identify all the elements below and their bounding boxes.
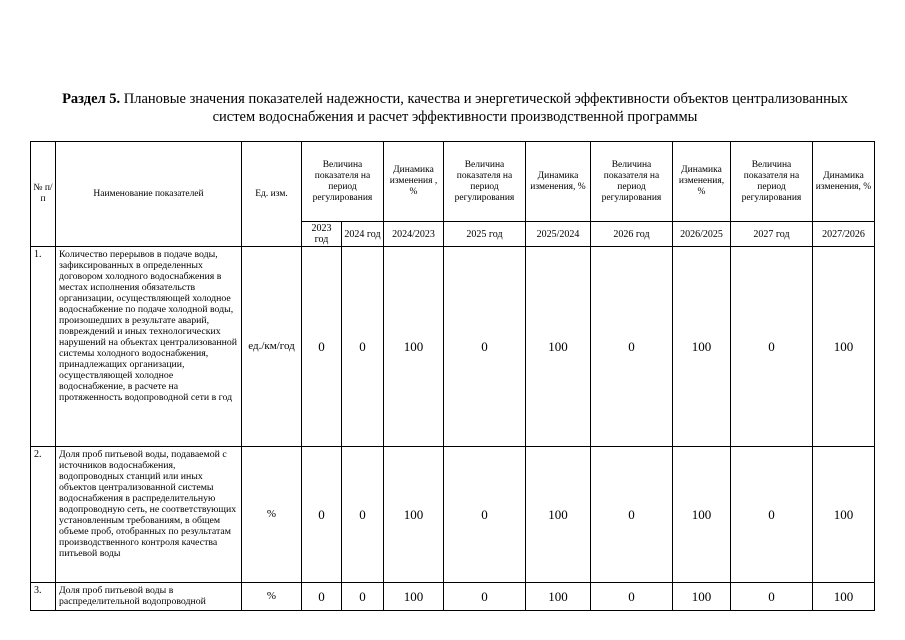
- row-unit: %: [242, 583, 302, 611]
- row-value-2023: 0: [302, 583, 342, 611]
- table-row: [31, 247, 875, 447]
- row-dynamics-2026: 100: [673, 247, 731, 447]
- row-dynamics-2024: 100: [384, 247, 444, 447]
- header-num: № п/п: [31, 142, 56, 247]
- row-dynamics-2025: 100: [526, 447, 591, 583]
- row-num: 1.: [31, 247, 56, 447]
- row-num: 3.: [31, 583, 56, 611]
- row-unit: ед./км/год: [242, 247, 302, 447]
- header-name: Наименование показателей: [56, 142, 242, 247]
- row-dynamics-2027: 100: [813, 247, 875, 447]
- row-dynamics-2026: 100: [673, 583, 731, 611]
- row-value-2024: 0: [342, 247, 384, 447]
- row-unit: %: [242, 447, 302, 583]
- row-value-2027: 0: [731, 247, 813, 447]
- header-year-2023: 2023 год: [302, 222, 342, 247]
- header-dynamics-2025: Динамика изменения, %: [526, 142, 591, 222]
- table-row: [31, 447, 875, 583]
- row-value-2024: 0: [342, 583, 384, 611]
- row-num: 2.: [31, 447, 56, 583]
- section-title-text: Плановые значения показателей надежности, качества и энергетической эффективности объектов централизованных систем водоснабжения и расчет эффективности производственной программы: [123, 91, 848, 125]
- header-ratio-2025: 2025/2024: [526, 222, 591, 247]
- row-name: Количество перерывов в подаче воды, зафиксированных в определенных договором холодного водоснабжения в местах исполнения обязательств организации, осуществляющей холодное водоснабжение по подаче холодной воды, произошедших в результате аварий, повреждений и иных технологических нарушений на объектах централизованной системы холодного водоснабжения, принадлежащих организации, осуществляющей холодное водоснабжение, в расчете на протяженность водопроводной сети в год: [56, 247, 242, 447]
- row-value-2026: 0: [591, 583, 673, 611]
- header-year-2027: 2027 год: [731, 222, 813, 247]
- row-dynamics-2027: 100: [813, 447, 875, 583]
- row-value-2027: 0: [731, 447, 813, 583]
- row-value-2026: 0: [591, 447, 673, 583]
- row-name: Доля проб питьевой воды в распределительной водопроводной: [56, 583, 242, 611]
- header-dynamics-2027: Динамика изменения, %: [813, 142, 875, 222]
- row-value-2026: 0: [591, 247, 673, 447]
- header-ratio-2024: 2024/2023: [384, 222, 444, 247]
- header-year-2026: 2026 год: [591, 222, 673, 247]
- row-name: Доля проб питьевой воды, подаваемой с источников водоснабжения, водопроводных станций или иных объектов централизованной системы водоснабжения в распределительную водопроводную сеть, не соответствующих установленным требованиям, в общем объеме проб, отобранных по результатам производственного контроля качества питьевой воды: [56, 447, 242, 583]
- section-title-bold: Раздел 5.: [62, 91, 121, 107]
- header-dynamics-2024: Динамика изменения , %: [384, 142, 444, 222]
- table-row: [31, 583, 875, 611]
- row-value-2027: 0: [731, 583, 813, 611]
- header-unit: Ед. изм.: [242, 142, 302, 247]
- row-value-2024: 0: [342, 447, 384, 583]
- row-value-2025: 0: [444, 247, 526, 447]
- row-dynamics-2025: 100: [526, 247, 591, 447]
- row-value-2023: 0: [302, 247, 342, 447]
- header-ratio-2027: 2027/2026: [813, 222, 875, 247]
- header-value-2025: Величина показателя на период регулирования: [444, 142, 526, 222]
- header-value-2026: Величина показателя на период регулирования: [591, 142, 673, 222]
- header-year-2024: 2024 год: [342, 222, 384, 247]
- header-value-2027: Величина показателя на период регулирования: [731, 142, 813, 222]
- row-dynamics-2027: 100: [813, 583, 875, 611]
- header-ratio-2026: 2026/2025: [673, 222, 731, 247]
- header-value-2023-2024: Величина показателя на период регулирования: [302, 142, 384, 222]
- header-year-2025: 2025 год: [444, 222, 526, 247]
- section-title: [60, 90, 850, 126]
- row-value-2023: 0: [302, 447, 342, 583]
- row-dynamics-2026: 100: [673, 447, 731, 583]
- row-value-2025: 0: [444, 447, 526, 583]
- row-dynamics-2024: 100: [384, 447, 444, 583]
- indicators-table: [30, 141, 875, 611]
- row-value-2025: 0: [444, 583, 526, 611]
- header-dynamics-2026: Динамика изменения, %: [673, 142, 731, 222]
- row-dynamics-2025: 100: [526, 583, 591, 611]
- row-dynamics-2024: 100: [384, 583, 444, 611]
